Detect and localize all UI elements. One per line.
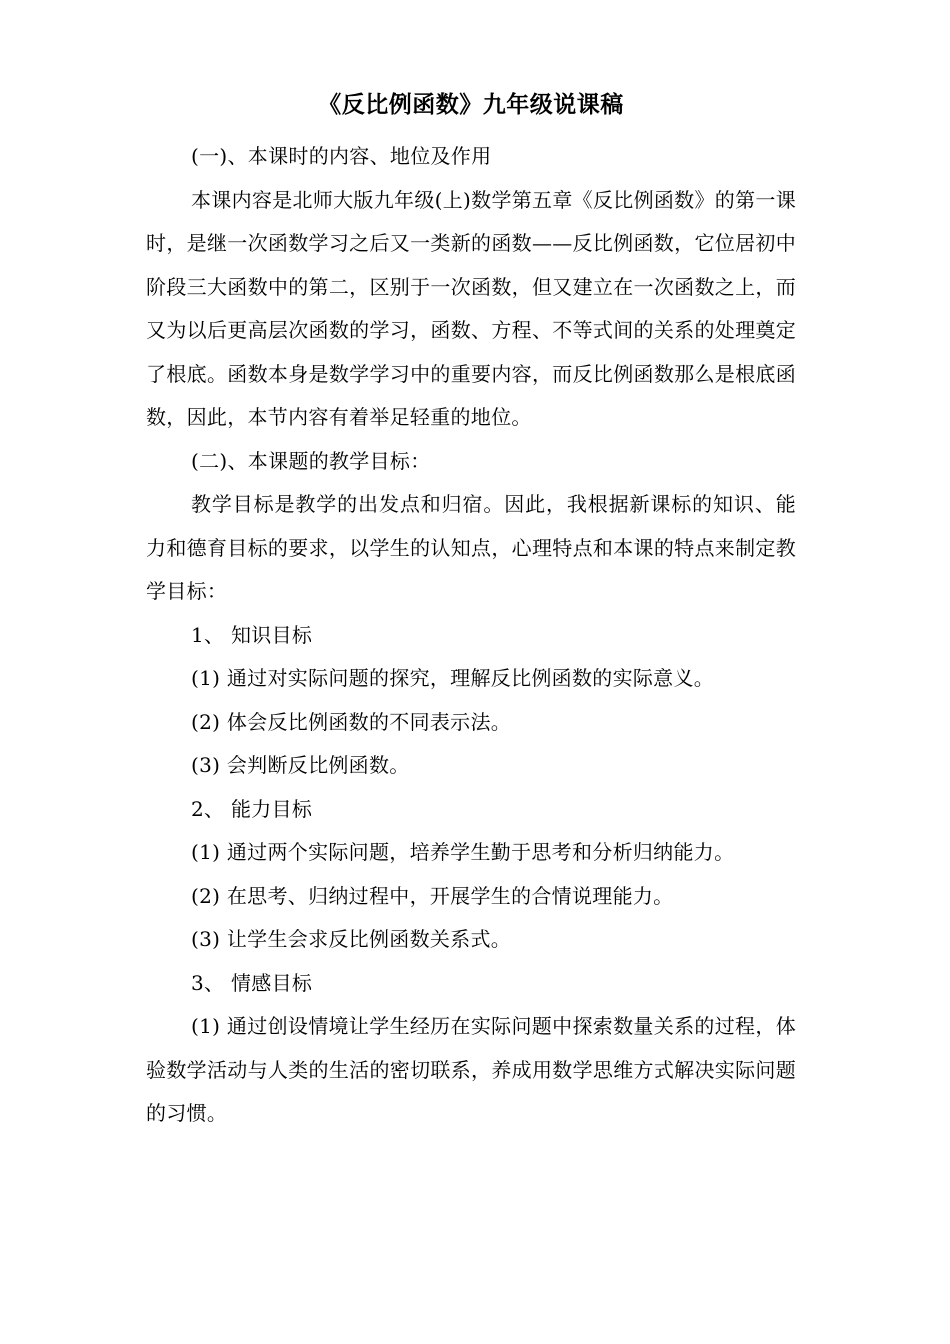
paragraph-objectives-intro: 教学目标是教学的出发点和归宿。因此，我根据新课标的知识、能力和德育目标的要求，以学生的认知点，心理特点和本课的特点来制定教学目标： [146,492,796,603]
section-heading-objectives: (二)、本课题的教学目标： [191,448,431,473]
objective-item: (1) 通过创设情境让学生经历在实际问题中探索数量关系的过程，体验数学活动与人类的生活的密切联系，养成用数学思维方式解决实际问题的习惯。 [146,1014,796,1125]
objective-item: (2) 体会反比例函数的不同表示法。 [191,709,512,734]
paragraph-content-description: 本课内容是北师大版九年级(上)数学第五章《反比例函数》的第一课时，是继一次函数学习之后又一类新的函数——反比例函数，它位居初中阶段三大函数中的第二，区别于一次函数，但又建立在一次函数之上，而又为以后更高层次函数的学习，函数、方程、不等式间的关系的处理奠定了根底。函数本身是数学学习中的重要内容，而反比例函数那么是根底函数，因此，本节内容有着举足轻重的地位。 [146,187,796,429]
section-heading-content: (一)、本课时的内容、地位及作用 [191,144,492,168]
objective-heading-knowledge: 1、 知识目标 [191,622,313,647]
objective-item: (1) 通过对实际问题的探究，理解反比例函数的实际意义。 [191,666,715,690]
objective-item: (2) 在思考、归纳过程中，开展学生的合情说理能力。 [191,883,674,908]
objective-heading-ability: 2、 能力目标 [191,796,313,821]
document-page [146,88,796,1136]
objective-item: (3) 会判断反比例函数。 [191,753,410,777]
document-title: 《反比例函数》九年级说课稿 [318,92,624,118]
objective-item: (3) 让学生会求反比例函数关系式。 [191,927,512,951]
objective-item: (1) 通过两个实际问题，培养学生勤于思考和分析归纳能力。 [191,840,735,864]
objective-heading-emotion: 3、 情感目标 [191,970,313,995]
